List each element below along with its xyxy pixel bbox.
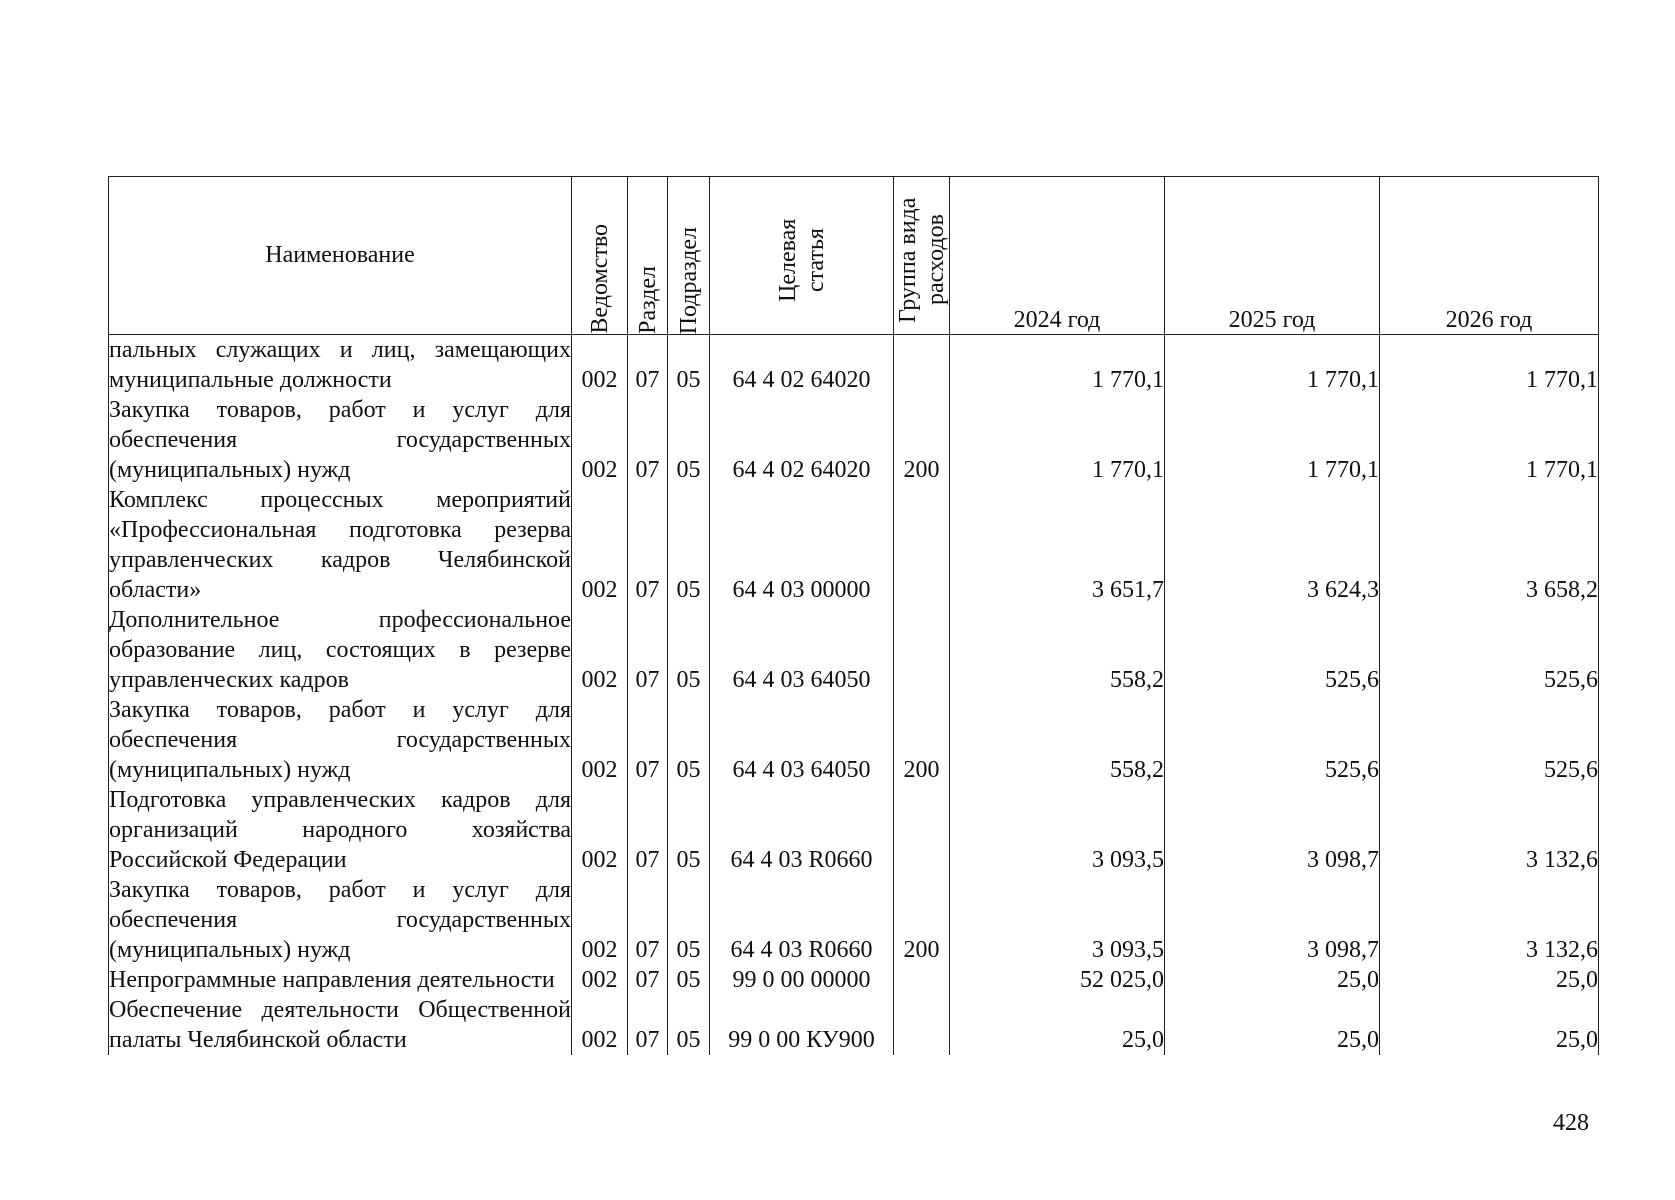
row-podrazdel: 05 (668, 785, 710, 875)
table-row (109, 485, 1599, 605)
page-number: 428 (1553, 1110, 1589, 1136)
row-2024: 3 093,5 (950, 785, 1165, 875)
row-vedomstvo: 002 (572, 605, 628, 695)
row-name: Подготовка управленческих кадров для организаций народного хозяйства Российской Федерации (109, 787, 571, 873)
row-razdel: 07 (628, 965, 668, 995)
row-gruppa: 200 (894, 395, 950, 485)
row-2025: 3 098,7 (1165, 875, 1380, 965)
row-2026: 25,0 (1380, 965, 1599, 995)
row-2025: 25,0 (1165, 995, 1380, 1055)
header-razdel: Раздел (628, 177, 668, 335)
row-vedomstvo: 002 (572, 335, 628, 396)
row-2024: 1 770,1 (950, 335, 1165, 396)
row-razdel: 07 (628, 485, 668, 605)
row-2026: 3 132,6 (1380, 875, 1599, 965)
row-vedomstvo: 002 (572, 875, 628, 965)
row-name: Дополнительное профессиональное образование лиц, состоящих в резерве управленческих кадров (109, 607, 571, 693)
table-row (109, 395, 1599, 485)
row-2026: 25,0 (1380, 995, 1599, 1055)
table-row (109, 785, 1599, 875)
row-name: Закупка товаров, работ и услуг для обеспечения государственных (муниципальных) нужд (109, 877, 571, 963)
row-2024: 558,2 (950, 695, 1165, 785)
row-2025: 525,6 (1165, 605, 1380, 695)
row-razdel: 07 (628, 605, 668, 695)
row-razdel: 07 (628, 695, 668, 785)
row-name: Непрограммные направления деятельности (109, 965, 572, 995)
row-podrazdel: 05 (668, 965, 710, 995)
row-podrazdel: 05 (668, 485, 710, 605)
row-2024: 558,2 (950, 605, 1165, 695)
header-year-2025: 2025 год (1165, 177, 1380, 335)
row-2025: 1 770,1 (1165, 335, 1380, 396)
row-2026: 3 132,6 (1380, 785, 1599, 875)
row-gruppa: 200 (894, 875, 950, 965)
header-year-2026: 2026 год (1380, 177, 1599, 335)
row-razdel: 07 (628, 995, 668, 1055)
row-2024: 3 093,5 (950, 875, 1165, 965)
row-vedomstvo: 002 (572, 395, 628, 485)
row-2026: 525,6 (1380, 605, 1599, 695)
header-name: Наименование (109, 177, 572, 335)
table-row (109, 335, 1599, 396)
row-gruppa (894, 785, 950, 875)
row-celevaya-statya: 64 4 03 00000 (710, 485, 894, 605)
row-celevaya-statya: 99 0 00 00000 (710, 965, 894, 995)
header-year-2024: 2024 год (950, 177, 1165, 335)
row-2025: 525,6 (1165, 695, 1380, 785)
row-vedomstvo: 002 (572, 485, 628, 605)
row-2026: 3 658,2 (1380, 485, 1599, 605)
header-podrazdel: Подраздел (668, 177, 710, 335)
row-2026: 1 770,1 (1380, 395, 1599, 485)
row-razdel: 07 (628, 335, 668, 396)
table-row (109, 695, 1599, 785)
row-vedomstvo: 002 (572, 695, 628, 785)
table-row (109, 995, 1599, 1055)
row-gruppa (894, 485, 950, 605)
row-name: Закупка товаров, работ и услуг для обеспечения государственных (муниципальных) нужд (109, 697, 571, 783)
row-celevaya-statya: 64 4 03 64050 (710, 695, 894, 785)
row-2025: 3 098,7 (1165, 785, 1380, 875)
row-podrazdel: 05 (668, 395, 710, 485)
row-celevaya-statya: 64 4 03 64050 (710, 605, 894, 695)
row-gruppa: 200 (894, 695, 950, 785)
row-2026: 1 770,1 (1380, 335, 1599, 396)
row-gruppa (894, 965, 950, 995)
row-2024: 25,0 (950, 995, 1165, 1055)
row-vedomstvo: 002 (572, 785, 628, 875)
row-2024: 3 651,7 (950, 485, 1165, 605)
header-vedomstvo: Ведомство (572, 177, 628, 335)
row-2025: 25,0 (1165, 965, 1380, 995)
row-name: Обеспечение деятельности Общественной палаты Челябинской области (109, 997, 571, 1053)
budget-table (108, 176, 1599, 1055)
row-celevaya-statya: 64 4 02 64020 (710, 335, 894, 396)
row-gruppa (894, 605, 950, 695)
row-podrazdel: 05 (668, 875, 710, 965)
header-gruppa-vida-rashodov: Группа вида расходов (894, 177, 950, 335)
row-2024: 52 025,0 (950, 965, 1165, 995)
row-razdel: 07 (628, 395, 668, 485)
row-2024: 1 770,1 (950, 395, 1165, 485)
row-2025: 3 624,3 (1165, 485, 1380, 605)
table-row (109, 965, 1599, 995)
row-gruppa (894, 335, 950, 396)
row-2026: 525,6 (1380, 695, 1599, 785)
row-razdel: 07 (628, 875, 668, 965)
row-celevaya-statya: 64 4 03 R0660 (710, 875, 894, 965)
table-row (109, 605, 1599, 695)
row-podrazdel: 05 (668, 605, 710, 695)
row-name: пальных служащих и лиц, замещающих муниципальные должности (109, 335, 572, 396)
table-row (109, 875, 1599, 965)
row-name: Комплекс процессных мероприятий «Профессиональная подготовка резерва управленческих кадров Челябинской области» (109, 487, 571, 603)
row-name: Закупка товаров, работ и услуг для обеспечения государственных (муниципальных) нужд (109, 397, 571, 483)
row-gruppa (894, 995, 950, 1055)
row-celevaya-statya: 64 4 02 64020 (710, 395, 894, 485)
table-header-row (109, 177, 1599, 335)
row-2025: 1 770,1 (1165, 395, 1380, 485)
row-celevaya-statya: 99 0 00 КУ900 (710, 995, 894, 1055)
row-celevaya-statya: 64 4 03 R0660 (710, 785, 894, 875)
row-podrazdel: 05 (668, 335, 710, 396)
row-razdel: 07 (628, 785, 668, 875)
row-vedomstvo: 002 (572, 965, 628, 995)
row-podrazdel: 05 (668, 995, 710, 1055)
header-celevaya-statya: Целевая статья (710, 177, 894, 335)
row-vedomstvo: 002 (572, 995, 628, 1055)
row-podrazdel: 05 (668, 695, 710, 785)
